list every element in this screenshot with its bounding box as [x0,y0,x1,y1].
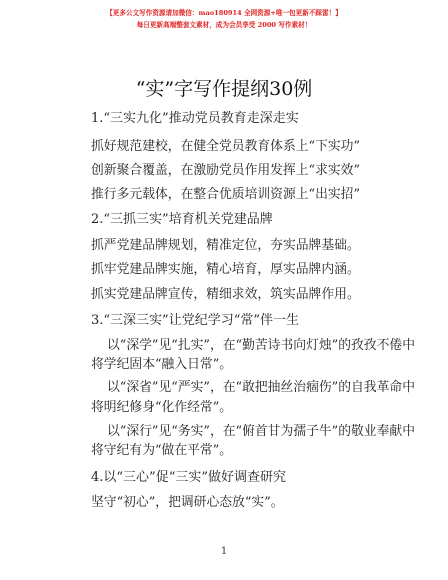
paragraph-line: 抓好规范建校，在健全党员教育体系上“下实功” [91,139,361,154]
promo-banner-line-1: 【更多公文写作资源请加微信：mao180914 全网资源+唯一包更新不踩雷！】 [106,9,342,17]
paragraph-line: 坚守“初心”，把调研心态放“实”。 [91,495,284,510]
section-heading-3: 3.“三深三实”让党纪学习“常”伴一生 [91,313,299,328]
paragraph-line: 将学纪固本“融入日常”。 [91,357,233,372]
section-heading-2: 2.“三抓三实”培育机关党建品牌 [91,212,273,227]
paragraph-line: 以“深行”见“务实”，在“俯首甘为孺子牛”的敬业奉献中 [107,424,415,439]
paragraph-line: 抓严党建品牌规划，精准定位，夯实品牌基础。 [91,238,360,253]
paragraph-line: 以“深省”见“严实”，在“敢把抽丝治痼伤”的自我革命中 [107,380,415,395]
paragraph-line: 以“深学”见“扎实”，在“勤苦诗书向灯烛”的孜孜不倦中 [107,338,415,353]
paragraph-line: 抓牢党建品牌实施，精心培育，厚实品牌内涵。 [91,262,360,277]
paragraph-line: 创新聚合覆盖，在激励党员作用发挥上“求实效” [91,163,361,178]
section-heading-1: 1.“三实九化”推动党员教育走深走实 [91,111,299,126]
page-number: 1 [220,546,228,557]
promo-banner-line-2: 每日更新高端整套文素材，成为会员享受 2000 写作素材！ [136,21,312,29]
paragraph-line: 抓实党建品牌宣传，精细求效，筑实品牌作用。 [91,287,360,302]
section-heading-4: 4.以“三心”促“三实”做好调查研究 [91,470,286,485]
document-title: “实”字写作提纲30例 [135,78,313,100]
paragraph-line: 推行多元载体，在整合优质培训资源上“出实招” [91,187,361,202]
paragraph-line: 将明纪修身“化作经常”。 [91,400,233,415]
paragraph-line: 将守纪有为“做在平常”。 [91,443,233,458]
